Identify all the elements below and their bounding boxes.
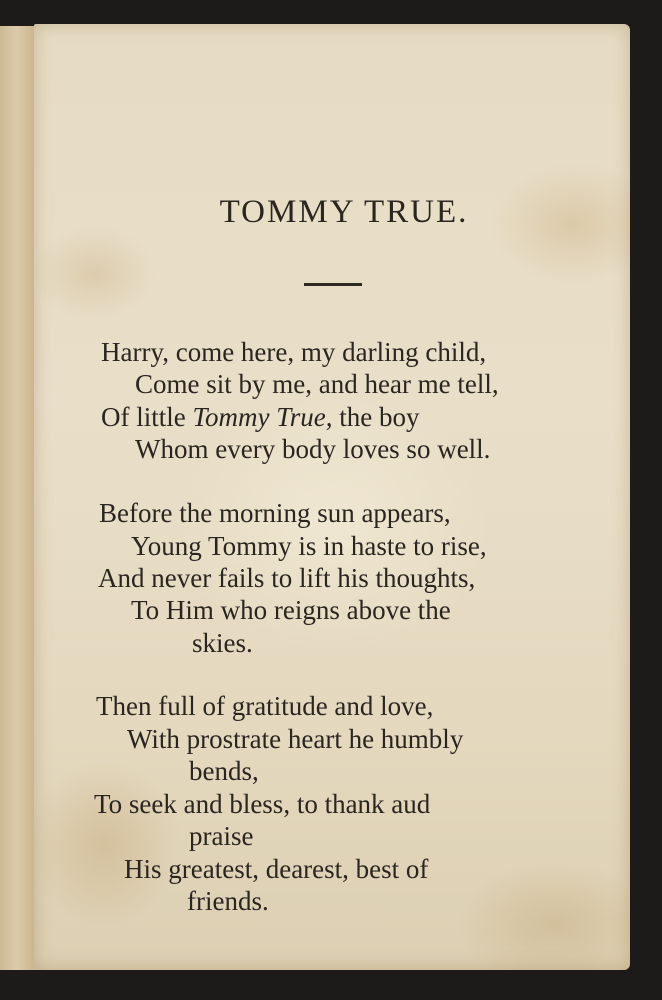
page-title: TOMMY TRUE.: [219, 194, 469, 230]
poem-line: Harry, come here, my darling child,: [101, 337, 487, 367]
book-page: [34, 24, 630, 970]
poem-line-part: Of little: [101, 402, 193, 432]
poem-line: [101, 402, 420, 433]
poem-line: skies.: [192, 628, 253, 658]
poem-line: To seek and bless, to thank aud: [94, 789, 431, 819]
poem-line: To Him who reigns above the: [131, 595, 451, 625]
poem-line: praise: [189, 821, 254, 851]
title-rule: [304, 283, 362, 286]
poem-line: And never fails to lift his thoughts,: [98, 563, 476, 593]
poem-line: friends.: [187, 886, 269, 916]
poem-line: bends,: [189, 756, 259, 786]
poem-line: His greatest, dearest, best of: [124, 854, 429, 884]
poem-line: Before the morning sun appears,: [99, 498, 451, 528]
poem-line-part: the boy: [332, 402, 420, 432]
poem-line: Come sit by me, and hear me tell,: [135, 369, 499, 399]
poem-line: Then full of gratitude and love,: [96, 691, 434, 721]
poem-line-italic: Tommy True,: [192, 402, 333, 432]
poem-line: Whom every body loves so well.: [135, 434, 491, 464]
poem-line: With prostrate heart he humbly: [127, 724, 464, 754]
previous-page-edge: [0, 26, 37, 970]
poem-line: Young Tommy is in haste to rise,: [131, 531, 487, 561]
